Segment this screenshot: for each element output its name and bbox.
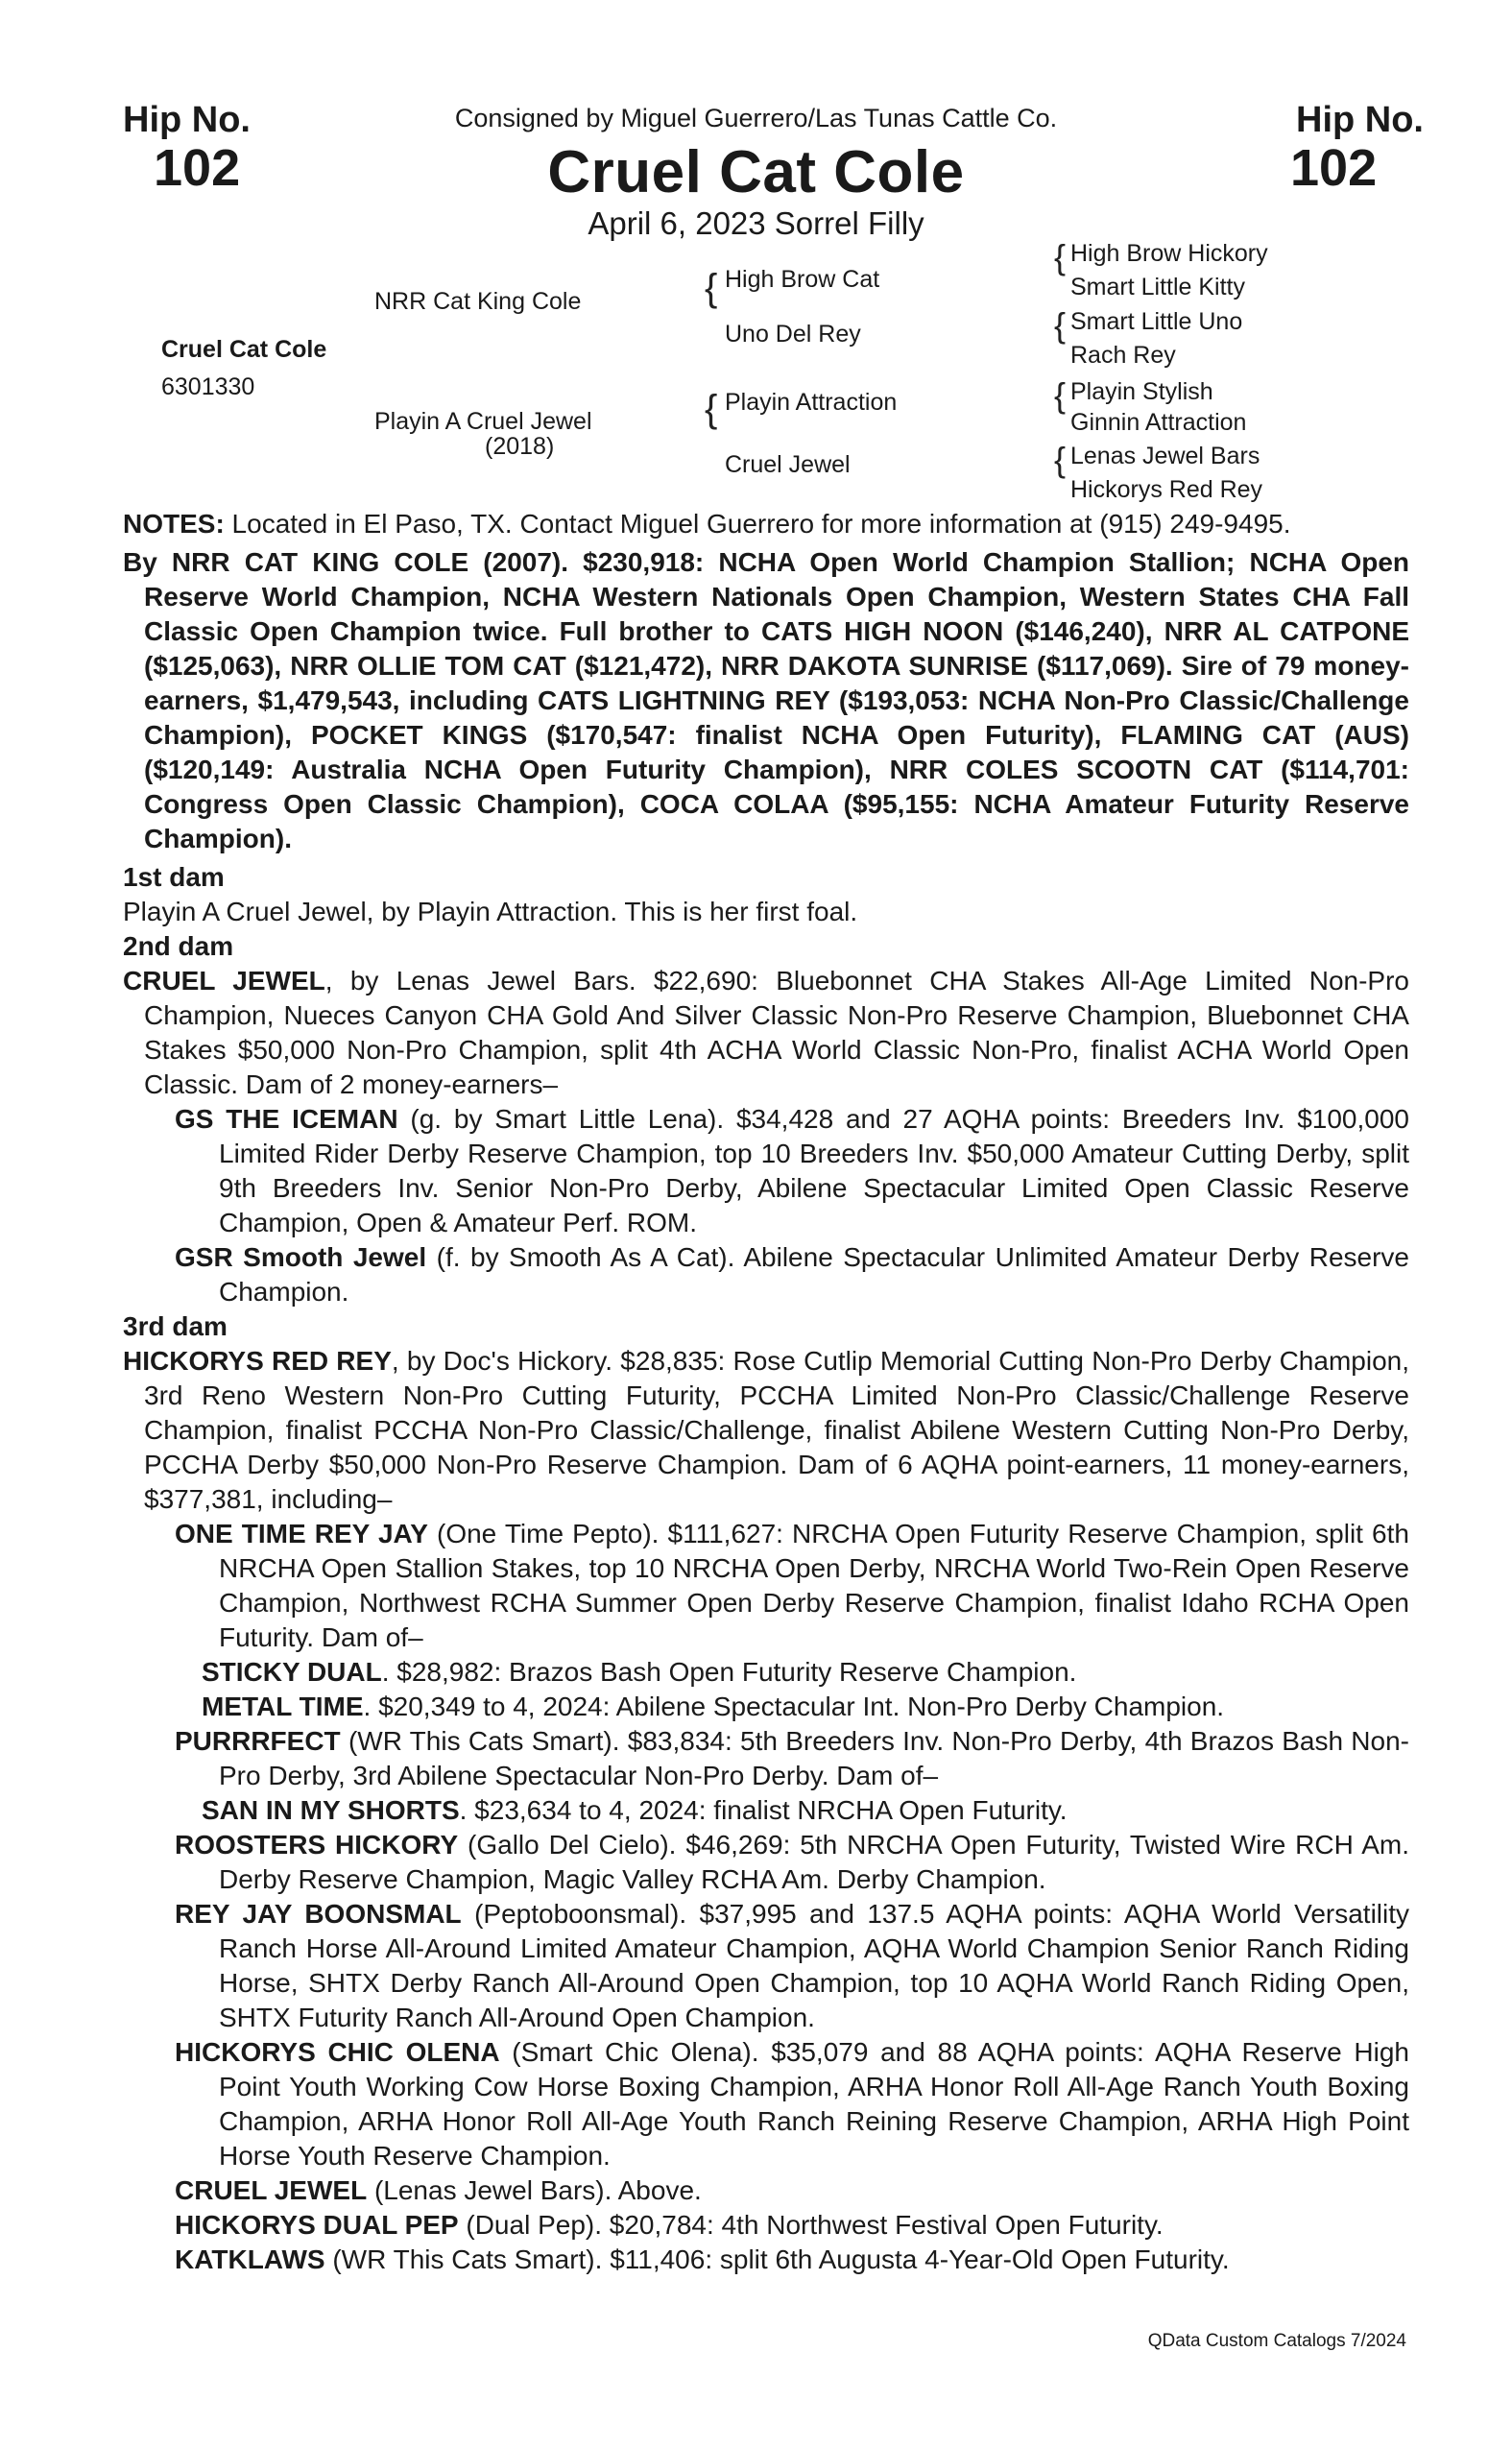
produce-name: REY JAY BOONSMAL [175,1899,462,1929]
produce-entry [123,2208,1409,2243]
brace-icon: { [1054,305,1067,345]
produce-text: (One Time Pepto). $111,627: NRCHA Open Futurity Reserve Champion, split 6th NRCHA Open Stallion Stakes, top 10 NRCHA Open Derby, NRCHA World Two-Rein Open Reserve Champion, Northwest RCHA Summer Open Derby Reserve Champion, finalist Idaho RCHA Open Futurity. Dam of– [219,1519,1409,1652]
grand-produce-entry [123,1793,1409,1828]
catalog-body [123,507,1409,2277]
produce-name: ROOSTERS HICKORY [175,1830,459,1860]
third-dam-text: , by Doc's Hickory. $28,835: Rose Cutlip Memorial Cutting Non-Pro Derby Champion, 3rd Reno Western Non-Pro Cutting Futurity, PCCHA Limited Non-Pro Classic/Challenge Reserve Champion, finalist PCCHA Non-Pro Classic/Challenge, finalist Abilene Western Cutting Non-Pro Derby, PCCHA Derby $50,000 Non-Pro Reserve Champion. Dam of 6 AQHA point-earners, 11 money-earners, $377,381, including– [144,1346,1409,1514]
registration-number: 6301330 [161,373,255,400]
produce-name: HICKORYS CHIC OLENA [175,2037,500,2067]
second-dam-heading: 2nd dam [123,931,234,961]
third-dam-heading: 3rd dam [123,1311,228,1341]
first-dam-text: Playin A Cruel Jewel, by Playin Attraction. This is her first foal. [123,897,858,926]
produce-entry [123,2173,1409,2208]
notes-text: Located in El Paso, TX. Contact Miguel Guerrero for more information at (915) 249-9495. [224,509,1291,539]
produce-text: (Smart Chic Olena). $35,079 and 88 AQHA points: AQHA Reserve High Point Youth Working Cow Horse Boxing Champion, ARHA Honor Roll All-Age Ranch Youth Boxing Champion, ARHA Honor Roll All-Age Youth Ranch Reining Reserve Champion, ARHA High Point Horse Youth Reserve Champion. [219,2037,1409,2171]
produce-text: (Dual Pep). $20,784: 4th Northwest Festival Open Futurity. [458,2210,1164,2240]
grand-produce-name: SAN IN MY SHORTS [202,1795,460,1825]
pedigree-subject-name: Cruel Cat Cole [161,336,327,363]
pedigree-gen3-7: Lenas Jewel Bars [1070,443,1260,469]
produce-text: (Lenas Jewel Bars). Above. [367,2175,702,2205]
grand-produce-name: METAL TIME [202,1692,364,1721]
hip-label-right: Hip No. [1296,100,1424,140]
pedigree-gen3-4: Rach Rey [1070,342,1176,369]
produce-name: GS THE ICEMAN [175,1104,398,1134]
brace-icon: { [705,388,718,430]
produce-text: (Peptoboonsmal). $37,995 and 137.5 AQHA points: AQHA World Versatility Ranch Horse All-Around Limited Amateur Champion, AQHA World Champion Senior Ranch Riding Horse, SHTX Derby Ranch All-Around Open Champion, top 10 AQHA World Ranch Riding Open, SHTX Futurity Ranch All-Around Open Champion. [219,1899,1410,2032]
grand-produce-text: . $20,349 to 4, 2024: Abilene Spectacular Int. Non-Pro Derby Champion. [363,1692,1225,1721]
produce-name: CRUEL JEWEL [175,2175,368,2205]
hip-label-left: Hip No. [123,100,251,140]
produce-name: PURRRFECT [175,1726,341,1756]
third-dam-name: HICKORYS RED REY [123,1346,392,1376]
pedigree-gen3-1: High Brow Hickory [1070,240,1268,267]
pedigree-gen3-2: Smart Little Kitty [1070,274,1245,300]
pedigree-gen3-8: Hickorys Red Rey [1070,476,1263,503]
produce-text: (WR This Cats Smart). $11,406: split 6th Augusta 4-Year-Old Open Futurity. [324,2244,1230,2274]
grand-produce-entry [123,1655,1409,1690]
pedigree-sire-dam: Uno Del Rey [725,321,861,348]
brace-icon: { [1054,375,1067,415]
brace-icon: { [1054,440,1067,479]
pedigree-dam-year: (2018) [485,433,555,460]
produce-text: (g. by Smart Little Lena). $34,428 and 27 AQHA points: Breeders Inv. $100,000 Limited Rider Derby Reserve Champion, top 10 Breeders Inv. $50,000 Amateur Cutting Derby, split 9th Breeders Inv. Senior Non-Pro Derby, Abilene Spectacular Limited Open Classic Reserve Champion, Open & Amateur Perf. ROM. [219,1104,1409,1237]
pedigree-dam-dam: Cruel Jewel [725,451,851,478]
produce-entry [123,2243,1409,2277]
produce-entry [123,1724,1409,1793]
third-dam-paragraph [123,1344,1409,1517]
grand-produce-entry [123,1690,1409,1724]
produce-entry [123,1102,1409,1240]
produce-text: (Gallo Del Cielo). $46,269: 5th NRCHA Open Futurity, Twisted Wire RCH Am. Derby Reserve Champion, Magic Valley RCHA Am. Derby Champion. [219,1830,1409,1894]
hip-number-right: 102 [1290,139,1378,197]
pedigree-gen3-3: Smart Little Uno [1070,308,1243,335]
brace-icon: { [705,267,718,309]
produce-name: KATKLAWS [175,2244,325,2274]
grand-produce-text: . $23,634 to 4, 2024: finalist NRCHA Open Futurity. [459,1795,1068,1825]
pedigree-dam-sire: Playin Attraction [725,389,898,416]
produce-name: ONE TIME REY JAY [175,1519,428,1548]
produce-entry [123,1240,1409,1309]
first-dam-heading: 1st dam [123,862,225,892]
grand-produce-name: STICKY DUAL [202,1657,382,1687]
produce-entry [123,1828,1409,1897]
produce-name: HICKORYS DUAL PEP [175,2210,459,2240]
pedigree-dam: Playin A Cruel Jewel [374,408,592,435]
second-dam-text: , by Lenas Jewel Bars. $22,690: Bluebonnet CHA Stakes All-Age Limited Non-Pro Champion, Nueces Canyon CHA Gold And Silver Classic Non-Pro Reserve Champion, Bluebonnet CHA Stakes $50,000 Non-Pro Champion, split 4th ACHA World Classic Non-Pro, finalist ACHA World Open Classic. Dam of 2 money-earners– [144,966,1409,1099]
sire-summary: By NRR CAT KING COLE (2007). $230,918: NCHA Open World Champion Stallion; NCHA Open Reserve World Champion, NCHA Western Nationals Open Champion, Western States CHA Fall Classic Open Champion twice. Full brother to CATS HIGH NOON ($146,240), NRR AL CATPONE ($125,063), NRR OLLIE TOM CAT ($121,472), NRR DAKOTA SUNRISE ($117,069). Sire of 79 money-earners, $1,479,543, including CATS LIGHTNING REY ($193,053: NCHA Non-Pro Classic/Challenge Champion), POCKET KINGS ($170,547: finalist NCHA Open Futurity), FLAMING CAT (AUS) ($120,149: Australia NCHA Open Futurity Champion), NRR COLES SCOOTN CAT ($114,701: Congress Open Classic Champion), COCA COLAA ($95,155: NCHA Amateur Futurity Reserve Champion). [123,547,1409,853]
foaling-info: April 6, 2023 Sorrel Filly [588,205,924,241]
produce-name: GSR Smooth Jewel [175,1242,427,1272]
notes-paragraph [123,507,1409,541]
pedigree-gen3-6: Ginnin Attraction [1070,409,1247,436]
produce-entry [123,1517,1409,1655]
consigned-by: Consigned by Miguel Guerrero/Las Tunas Cattle Co. [454,104,1058,132]
grand-produce-text: . $28,982: Brazos Bash Open Futurity Reserve Champion. [381,1657,1077,1687]
footer-credit: QData Custom Catalogs 7/2024 [1147,2331,1406,2351]
pedigree-gen3-5: Playin Stylish [1070,378,1213,405]
second-dam-name: CRUEL JEWEL [123,966,325,996]
second-dam-paragraph [123,964,1409,1102]
produce-text: (WR This Cats Smart). $83,834: 5th Breeders Inv. Non-Pro Derby, 4th Brazos Bash Non-Pro Derby, 3rd Abilene Spectacular Non-Pro Derby. Dam of– [219,1726,1409,1790]
produce-text: (f. by Smooth As A Cat). Abilene Spectacular Unlimited Amateur Derby Reserve Champion. [219,1242,1409,1307]
notes-label: NOTES: [123,509,225,539]
pedigree-sire: NRR Cat King Cole [374,288,582,315]
pedigree-sire-sire: High Brow Cat [725,266,880,293]
produce-entry [123,2035,1409,2173]
brace-icon: { [1054,237,1067,276]
horse-name: Cruel Cat Cole [547,139,965,205]
hip-number-left: 102 [154,139,241,197]
produce-entry [123,1897,1409,2035]
